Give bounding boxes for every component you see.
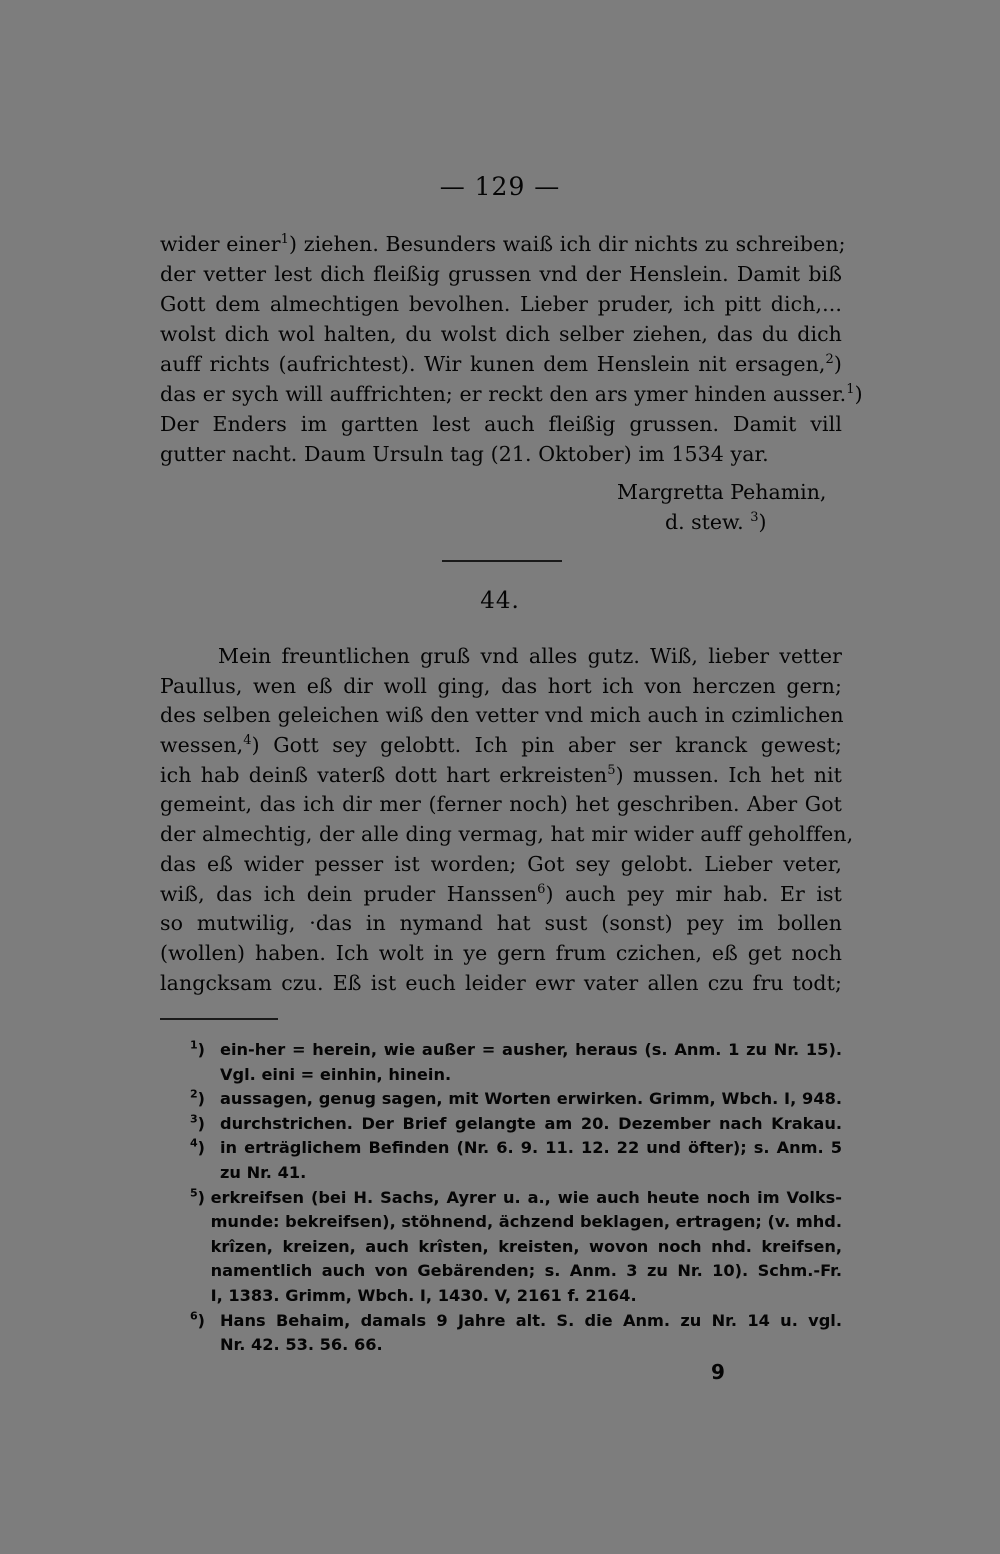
footnote-line: Vgl. eini = einhin, hinein.	[220, 1064, 452, 1084]
footnote-ref: 4	[243, 733, 252, 749]
footnote-line: zu Nr. 41.	[220, 1162, 307, 1182]
footnote-line: munde: bekreifsen), stöhnend, ächzend beklagen, ertragen; (v. mhd.	[210, 1212, 842, 1232]
footnote-number: $^6$)	[190, 1309, 205, 1330]
footnote-line: erkreifsen (bei H. Sachs, Ayrer u. a., wie auch heute noch im Volks-	[210, 1187, 842, 1207]
text-line: der vetter lest dich fleißig grussen vnd der Henslein. Damit biß	[160, 262, 842, 286]
footnote-number: $^5$)	[190, 1186, 205, 1207]
text-line: gemeint, das ich dir mer (ferner noch) het geschriben. Aber Got	[160, 792, 842, 817]
footnote-line: Nr. 42. 53. 56. 66.	[220, 1335, 383, 1355]
footnotes	[160, 1038, 842, 1358]
footnote-1	[160, 1038, 842, 1087]
footnote-number: $^2$)	[190, 1087, 205, 1109]
text-line: das eß wider pesser ist worden; Got sey gelobt. Lieber veter,	[160, 851, 842, 876]
footnote-line: namentlich auch von Gebärenden; s. Anm. 3 zu Nr. 10). Schm.-Fr.	[210, 1261, 842, 1281]
text-line: Paullus, wen eß dir woll ging, das hort ich von herczen gern;	[160, 673, 842, 698]
footnote-rule	[160, 1018, 278, 1020]
footnote-number: $^3$)	[190, 1112, 205, 1133]
footnote-line: aussagen, genug sagen, mit Worten erwirken. Grimm, Wbch. I, 948.	[220, 1089, 842, 1109]
text-line: Gott dem almechtigen bevolhen. Lieber pruder, ich pitt dich,...	[160, 292, 842, 316]
footnote-4	[160, 1136, 842, 1185]
footnote-number: $^1$)	[190, 1038, 205, 1059]
sheet-signature: 9	[711, 1360, 725, 1384]
text-line: so mutwilig, ·das in nymand hat sust (sonst) pey im bollen	[160, 911, 842, 936]
text-line: ich hab deinß vaterß dott hart erkreisten$^5$) mussen. Ich het nit	[160, 762, 842, 787]
text-line: wolst dich wol halten, du wolst dich selber ziehen, das du dich	[160, 322, 842, 346]
footnote-3	[160, 1112, 842, 1137]
footnote-line: ein-her = herein, wie außer = ausher, heraus (s. Anm. 1 zu Nr. 15).	[220, 1040, 842, 1059]
footnote-line: krîzen, kreizen, auch krîsten, kreisten, wovon noch nhd. kreifsen,	[210, 1236, 842, 1256]
footnote-line: in erträglichem Befinden (Nr. 6. 9. 11. 12. 22 und öfter); s. Anm. 5	[220, 1138, 842, 1158]
footnote-2	[160, 1087, 842, 1112]
footnote-6	[160, 1309, 842, 1358]
text-line: (wollen) haben. Ich wolt in ye gern frum czichen, eß get noch	[160, 940, 842, 965]
text-line: gutter nacht. Daum Ursuln tag (21. Oktober) im 1534 yar.	[160, 442, 769, 466]
signature-name: Margretta Pehamin,	[617, 480, 827, 504]
text-line: auff richts (aufrichtest). Wir kunen dem Henslein nit ersagen,$^2$)	[160, 352, 842, 376]
letter-continuation	[160, 229, 863, 469]
page-number: — 129 —	[439, 172, 561, 201]
footnote-line: Hans Behaim, damals 9 Jahre alt. S. die Anm. zu Nr. 14 u. vgl.	[220, 1310, 842, 1330]
text-line: wider einer$^1$) ziehen. Besunders waiß ich dir nichts zu schreiben;	[160, 232, 846, 256]
footnote-ref: 1	[280, 232, 289, 248]
footnote-ref: 1	[846, 382, 855, 398]
letter-44	[160, 642, 854, 998]
footnote-line: I, 1383. Grimm, Wbch. I, 1430. V, 2161 f. 2164.	[210, 1285, 637, 1305]
text-line: langcksam czu. Eß ist euch leider ewr vater allen czu fru todt;	[160, 970, 842, 995]
text-line: das er sych will auffrichten; er reckt den ars ymer hinden ausser.$^1$)	[160, 382, 863, 406]
letter-number: 44.	[480, 588, 520, 614]
text-line: des selben geleichen wiß den vetter vnd mich auch in czimlichen	[160, 703, 844, 728]
footnote-ref: 6	[537, 881, 546, 897]
footnote-ref: 3	[750, 510, 759, 526]
footnote-line: durchstrichen. Der Brief gelangte am 20. Dezember nach Krakau.	[220, 1113, 842, 1133]
signature-note: d. stew. $^3$)	[665, 510, 767, 534]
text-line: Mein freuntlichen gruß vnd alles gutz. Wiß, lieber vetter	[218, 644, 842, 668]
text-line: wiß, das ich dein pruder Hanssen$^6$) auch pey mir hab. Er ist	[160, 881, 842, 906]
text-line: der almechtig, der alle ding vermag, hat mir wider auff geholffen,	[160, 822, 854, 847]
footnote-5	[160, 1186, 842, 1309]
footnote-ref: 2	[825, 352, 834, 368]
footnote-number: $^4$)	[190, 1137, 205, 1158]
section-separator	[442, 560, 562, 562]
text-line: Der Enders im gartten lest auch fleißig grussen. Damit vill	[160, 412, 842, 436]
text-line: wessen,$^4$) Gott sey gelobtt. Ich pin aber ser kranck gewest;	[160, 733, 842, 758]
footnote-ref: 5	[607, 762, 616, 778]
